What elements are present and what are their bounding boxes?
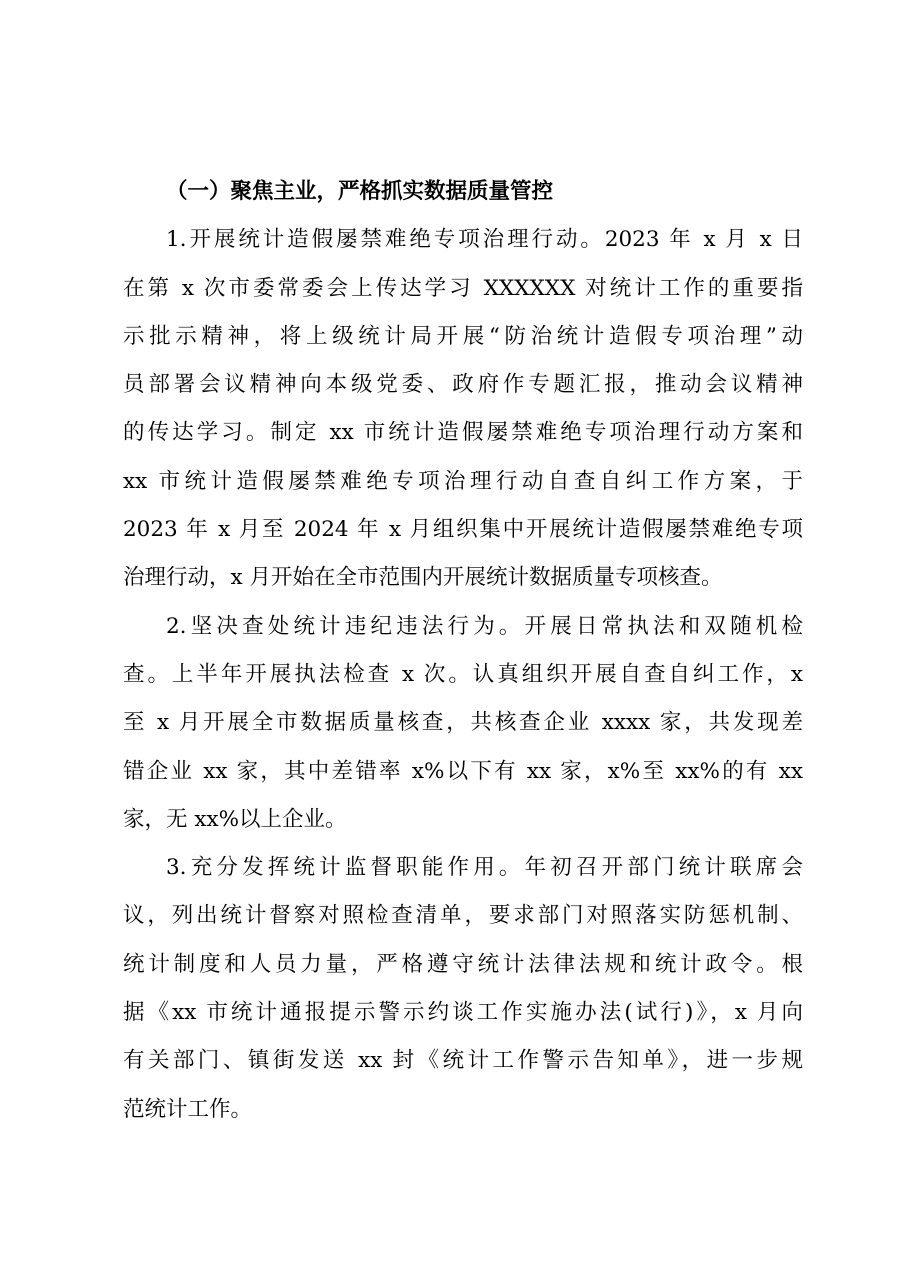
paragraph-line: 员部署会议精神向本级党委、政府作专题汇报，推动会议精神 [123, 372, 803, 398]
paragraph-3 [123, 844, 803, 1134]
paragraph-line: 3.充分发挥统计监督职能作用。年初召开部门统计联席会 [166, 855, 803, 881]
paragraph-line: 示批示精神，将上级统计局开展“防治统计造假专项治理”动 [123, 323, 803, 349]
paragraph-line: 错企业 xx 家，其中差错率 x%以下有 xx 家，x%至 xx%的有 xx [123, 758, 803, 784]
paragraph-line: xx 市统计造假屡禁难绝专项治理行动自查自纠工作方案，于 [123, 468, 803, 494]
paragraph-line: 2.坚决查处统计违纪违法行为。开展日常执法和双随机检 [166, 613, 803, 639]
paragraph-line: 查。上半年开展执法检查 x 次。认真组织开展自查自纠工作，x [123, 661, 803, 687]
paragraph-line: 至 x 月开展全市数据质量核查，共核查企业 xxxx 家，共发现差 [123, 710, 803, 736]
document-body [123, 168, 803, 1134]
paragraph-line: 2023 年 x 月至 2024 年 x 月组织集中开展统计造假屡禁难绝专项 [123, 517, 803, 543]
paragraph-line: 统计制度和人员力量，严格遵守统计法律法规和统计政令。根 [123, 951, 803, 977]
paragraph-line: 1.开展统计造假屡禁难绝专项治理行动。2023 年 x 月 x 日 [166, 227, 803, 253]
paragraph-1 [123, 216, 803, 602]
paragraph-2 [123, 603, 803, 844]
paragraph-line: 治理行动，x 月开始在全市范围内开展统计数据质量专项核查。 [123, 565, 723, 591]
paragraph-line: 议，列出统计督察对照检查清单，要求部门对照落实防惩机制、 [123, 903, 803, 929]
paragraph-line: 据《xx 市统计通报提示警示约谈工作实施办法(试行)》，x 月向 [123, 1000, 803, 1026]
paragraph-line: 有关部门、镇街发送 xx 封《统计工作警示告知单》，进一步规 [123, 1048, 803, 1074]
paragraph-line: 在第 x 次市委常委会上传达学习 XXXXXX 对统计工作的重要指 [123, 275, 803, 301]
paragraph-line: 家，无 xx%以上企业。 [123, 806, 347, 832]
paragraph-line: 的传达学习。制定 xx 市统计造假屡禁难绝专项治理行动方案和 [123, 420, 803, 446]
paragraph-line: 范统计工作。 [123, 1096, 253, 1122]
section-heading: （一）聚焦主业，严格抓实数据质量管控 [166, 179, 554, 204]
